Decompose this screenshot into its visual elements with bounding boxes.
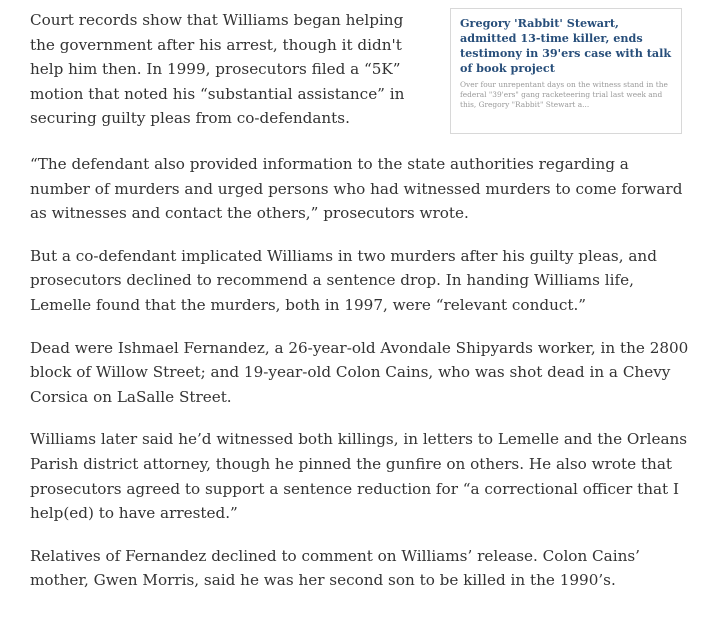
article-paragraph: “The defendant also provided information to the state authorities regarding a number of murders and urged persons who had witnessed murders to come forward as witnesses and contact the others,” prosecutors wrote. bbox=[30, 155, 683, 223]
related-article-excerpt: Over four unrepentant days on the witness stand in the federal "39'ers" gang racketeering trial last week and this, Gregory "Rabbit" Stewart a... bbox=[460, 80, 668, 110]
related-article-card[interactable] bbox=[450, 8, 682, 134]
article-top-row bbox=[30, 0, 702, 152]
article-paragraph: Williams later said he’d witnessed both killings, in letters to Lemelle and the Orleans Parish district attorney, though he pinned the gunfire on others. He also wrote that prosecutors agreed to support a sentence reduction for “a correctional officer that I help(ed) to have arrested.” bbox=[30, 430, 688, 523]
article-body bbox=[30, 0, 702, 611]
article-paragraph: Relatives of Fernandez declined to comment on Williams’ release. Colon Cains’ mother, Gwen Morris, said he was her second son to be killed in the 1990’s. bbox=[30, 546, 640, 590]
related-article-headline-link[interactable]: Gregory 'Rabbit' Stewart, admitted 13-time killer, ends testimony in 39'ers case with talk of book project bbox=[460, 16, 672, 75]
article-paragraph: Dead were Ishmael Fernandez, a 26-year-old Avondale Shipyards worker, in the 2800 block of Willow Street; and 19-year-old Colon Cains, who was shot dead in a Chevy Corsica on LaSalle Street. bbox=[30, 338, 689, 406]
article-paragraph: Court records show that Williams began helping the government after his arrest, though it didn't help him then. In 1999, prosecutors filed a “5K” motion that noted his “substantial assistance” in securing guilty pleas from co-defendants. bbox=[30, 11, 405, 128]
article-paragraph: But a co-defendant implicated Williams in two murders after his guilty pleas, and prosecutors declined to recommend a sentence drop. In handing Williams life, Lemelle found that the murders, both in 1997, were “relevant conduct.” bbox=[30, 246, 657, 314]
